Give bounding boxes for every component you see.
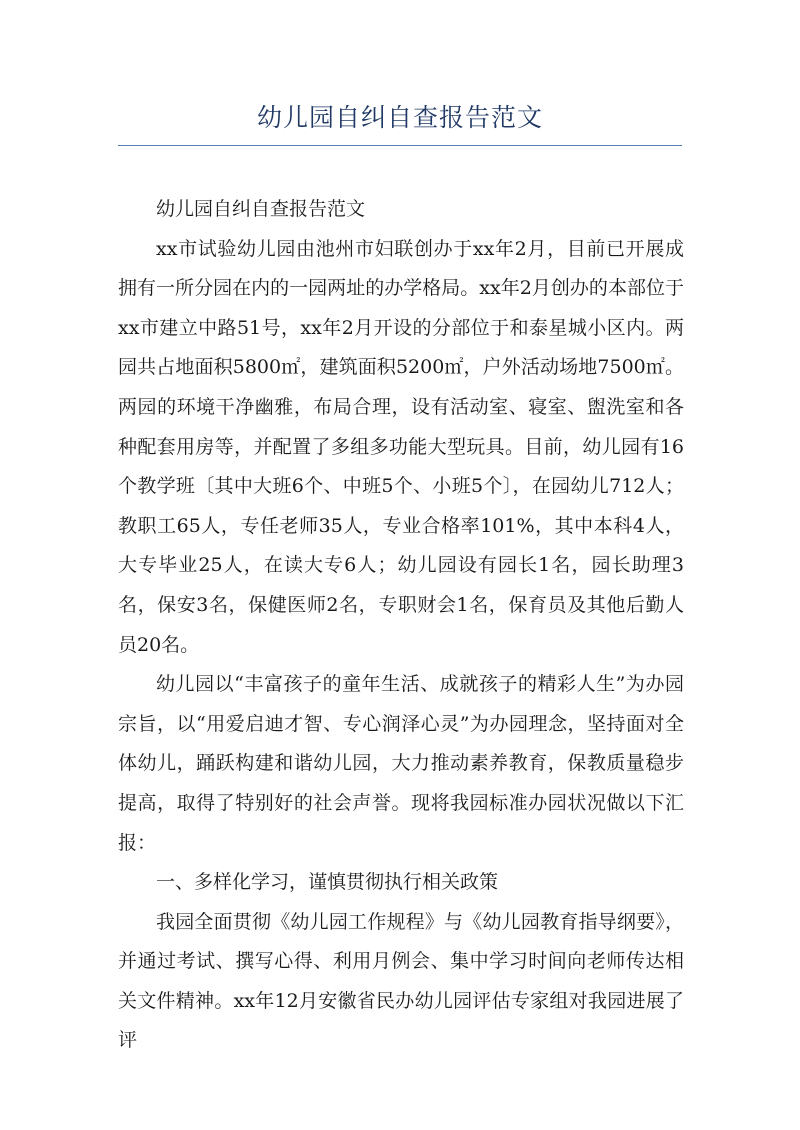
subtitle-paragraph: 幼儿园自纠自查报告范文 [156,198,366,220]
intro-paragraph: xx市试验幼儿园由池州市妇联创办于xx年2月，目前已开展成拥有一所分园在内的一园两址的办学格局。xx年2月创办的本部位于xx市建立中路51号，xx年2月开设的分部位于和泰星城小区内。两园共占地面积5800㎡，建筑面积5200㎡，户外活动场地7500㎡。两园的环境干净幽雅，布局合理，设有活动室、寝室、盥洗室和各种配套用房等，并配置了多组多功能大型玩具。目前，幼儿园有16个教学班〔其中大班6个、中班5个、小班5个〕，在园幼儿712人；教职工65人，专任老师35人，专业合格率101%，其中本科4人，大专毕业25人，在读大专6人；幼儿园设有园长1名，园长助理3名，保安3名，保健医师2名，专职财会1名，保育员及其他后勤人员20名。 [118,237,684,656]
title-underline [118,145,682,146]
document-body [118,190,684,1061]
mission-paragraph: 幼儿园以“丰富孩子的童年生活、成就孩子的精彩人生”为办园宗旨，以“用爱启迪才智、专心润泽心灵”为办园理念，坚持面对全体幼儿，踊跃构建和谐幼儿园，大力推动素养教育，保教质量稳步提高，取得了特别好的社会声誉。现将我园标准办园状况做以下汇报： [118,673,684,854]
section-heading: 一、多样化学习，谨慎贯彻执行相关政策 [156,871,499,894]
policy-paragraph: 我园全面贯彻《幼儿园工作规程》与《幼儿园教育指导纲要》，并通过考试、撰写心得、利用月例会、集中学习时间向老师传达相关文件精神。xx年12月安徽省民办幼儿园评估专家组对我园进展了评 [118,910,684,1052]
document-title: 幼儿园自纠自查报告范文 [256,103,543,132]
